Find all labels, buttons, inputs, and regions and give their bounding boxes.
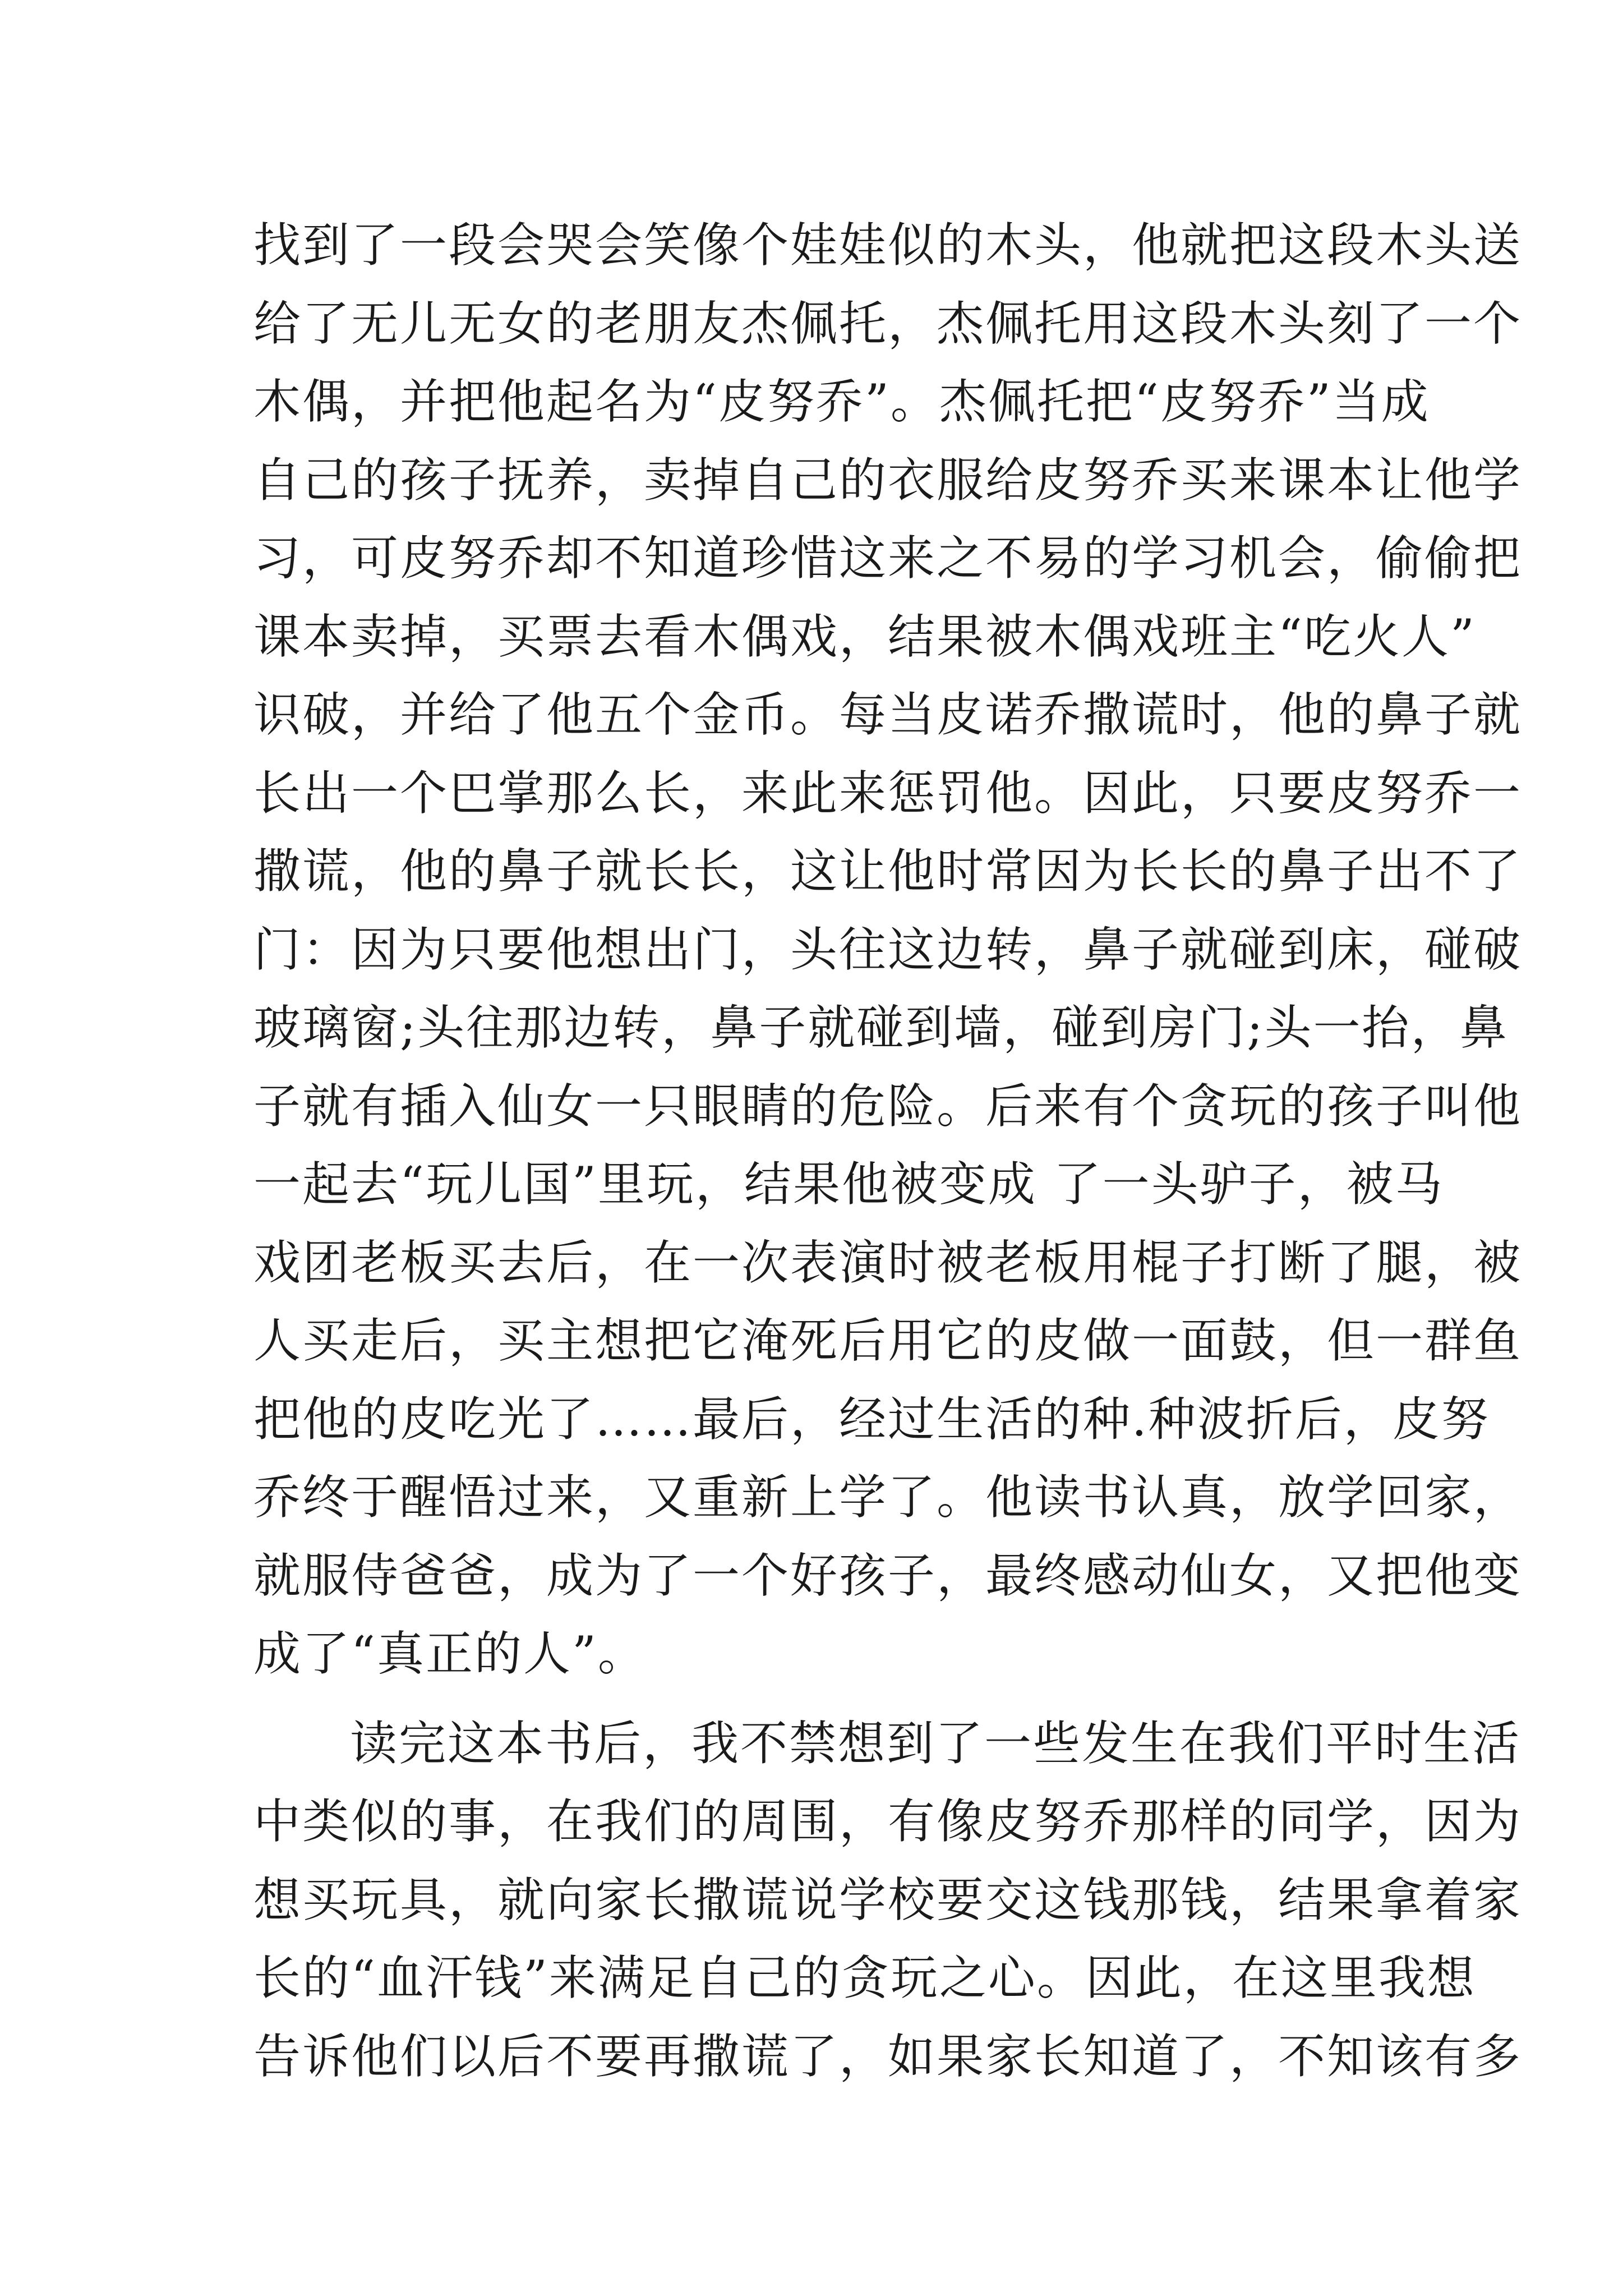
body-text <box>253 206 1523 2096</box>
text-line: 长出一个巴掌那么长，来此来惩罚他。因此，只要皮努乔一 <box>253 765 1523 821</box>
text-line: 玻璃窗;头往那边转，鼻子就碰到墙，碰到房门;头一抬，鼻 <box>253 1000 1509 1055</box>
paragraph-1 <box>253 206 1523 1694</box>
paragraph-gap <box>253 1694 1409 1705</box>
text-line: 就服侍爸爸，成为了一个好孩子，最终感动仙女，又把他变 <box>253 1548 1523 1603</box>
text-line: 戏团老板买去后，在一次表演时被老板用棍子打断了腿，被 <box>253 1235 1523 1290</box>
text-line: 人买走后，买主想把它淹死后用它的皮做一面鼓，但一群鱼 <box>253 1313 1523 1368</box>
text-line: 子就有插入仙女一只眼睛的危险。后来有个贪玩的孩子叫他 <box>253 1078 1523 1134</box>
text-line: 一起去“玩儿国”里玩，结果他被变成 了一头驴子，被马 <box>253 1157 1444 1212</box>
paragraph-2 <box>253 1705 1523 2096</box>
text-line: 习，可皮努乔却不知道珍惜这来之不易的学习机会，偷偷把 <box>253 531 1523 586</box>
text-line: 自己的孩子抚养，卖掉自己的衣服给皮努乔买来课本让他学 <box>253 452 1523 508</box>
text-line: 木偶，并把他起名为“皮努乔”。杰佩托把“皮努乔”当成 <box>253 374 1430 429</box>
text-line: 告诉他们以后不要再撒谎了，如果家长知道了，不知该有多 <box>253 2028 1523 2084</box>
text-line: 给了无儿无女的老朋友杰佩托，杰佩托用这段木头刻了一个 <box>253 296 1523 351</box>
text-line: 成了“真正的人”。 <box>253 1626 647 1681</box>
text-line: 乔终于醒悟过来，又重新上学了。他读书认真，放学回家， <box>253 1470 1523 1525</box>
text-line: 找到了一段会哭会笑像个娃娃似的木头，他就把这段木头送 <box>253 218 1523 273</box>
text-line: 课本卖掉，买票去看木偶戏，结果被木偶戏班主“吃火人” <box>253 609 1476 664</box>
text-line: 门：因为只要他想出门，头往这边转，鼻子就碰到床，碰破 <box>253 922 1523 977</box>
text-line: 中类似的事，在我们的周围，有像皮努乔那样的同学，因为 <box>253 1794 1523 1849</box>
text-line: 把他的皮吃光了……最后，经过生活的种.种波折后，皮努 <box>253 1391 1490 1447</box>
text-line: 撒谎，他的鼻子就长长，这让他时常因为长长的鼻子出不了 <box>253 844 1523 899</box>
text-line: 识破，并给了他五个金币。每当皮诺乔撒谎时，他的鼻子就 <box>253 687 1523 742</box>
text-line-indented: 读完这本书后，我不禁想到了一些发生在我们平时生活 <box>350 1715 1521 1771</box>
text-line: 长的“血汗钱”来满足自己的贪玩之心。因此，在这里我想 <box>253 1950 1476 2005</box>
text-line: 想买玩具，就向家长撒谎说学校要交这钱那钱，结果拿着家 <box>253 1872 1523 1927</box>
